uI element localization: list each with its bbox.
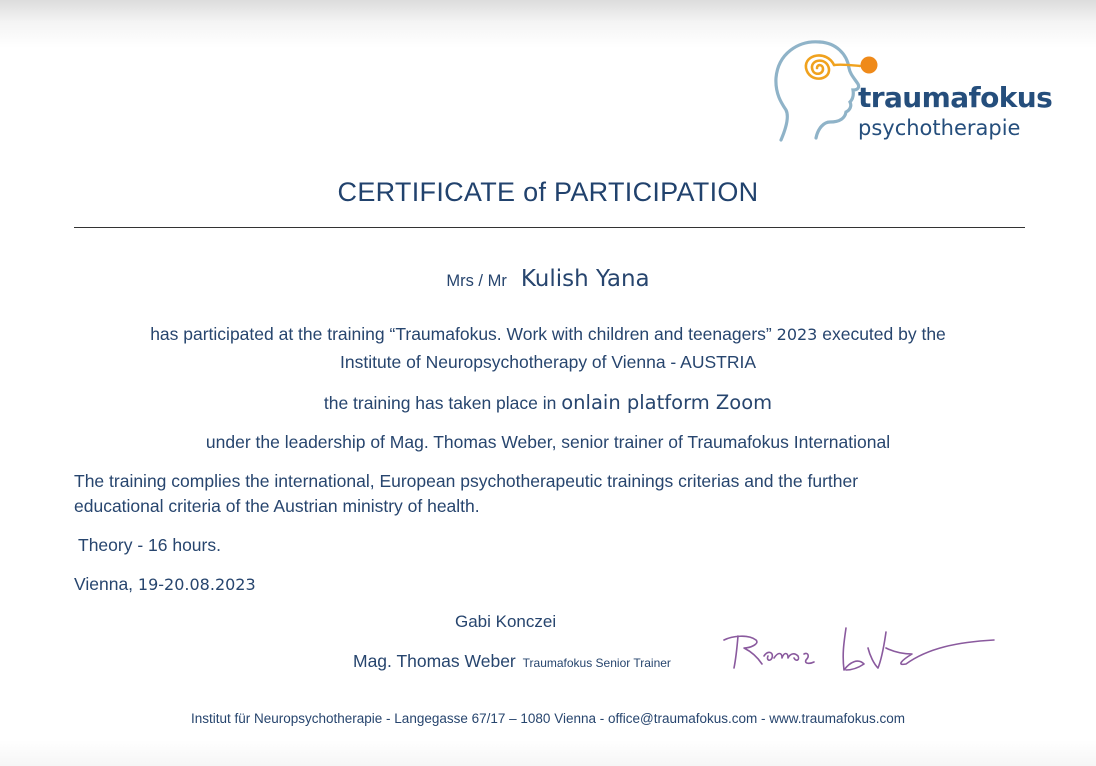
participant-name: Kulish Yana — [520, 266, 650, 292]
training-description: has participated at the training “Traumafokus. Work with children and teenagers” — [150, 324, 772, 344]
trainer-signature-line — [353, 649, 671, 675]
participant-line — [0, 267, 1096, 293]
platform-name: onlain platform Zoom — [561, 391, 773, 414]
leadership-line: under the leadership of Mag. Thomas Weber, senior trainer of Traumafokus International — [205, 432, 891, 452]
footer-address: Institut für Neuropsychotherapie - Langegasse 67/17 – 1080 Vienna - office@traumafokus.com - www.traumafokus.com — [190, 711, 906, 726]
training-year: 2023 — [776, 325, 818, 344]
compliance-line-2: educational criteria of the Austrian ministry of health. — [74, 496, 480, 516]
institute-line: Institute of Neuropsychotherapy of Vienna - AUSTRIA — [339, 352, 756, 372]
training-line — [0, 322, 1096, 347]
dates: 19-20.08.2023 — [137, 575, 256, 594]
platform-prefix: the training has taken place in — [323, 393, 557, 413]
training-executed-by: executed by the — [822, 324, 946, 344]
place: Vienna, — [74, 574, 134, 594]
logo-subtitle: psychotherapie — [858, 116, 1021, 140]
theory-hours: Theory - 16 hours. — [78, 535, 221, 555]
handwritten-signature — [718, 618, 998, 678]
logo-wordmark: traumafokus — [858, 81, 1053, 114]
platform-line — [0, 391, 1096, 415]
certificate-title: CERTIFICATE of PARTICIPATION — [337, 177, 759, 207]
orange-dot-icon — [861, 57, 878, 74]
salutation: Mrs / Mr — [446, 272, 507, 290]
title-divider — [74, 227, 1025, 228]
place-date — [74, 572, 256, 597]
trainer-name: Mag. Thomas Weber — [353, 651, 516, 671]
trainer-role: Traumafokus Senior Trainer — [522, 656, 671, 670]
traumafokus-logo — [772, 38, 1072, 148]
compliance-line-1: The training complies the international, European psychotherapeutic trainings criterias and the further — [74, 471, 859, 491]
organizer-name: Gabi Konczei — [455, 612, 557, 631]
